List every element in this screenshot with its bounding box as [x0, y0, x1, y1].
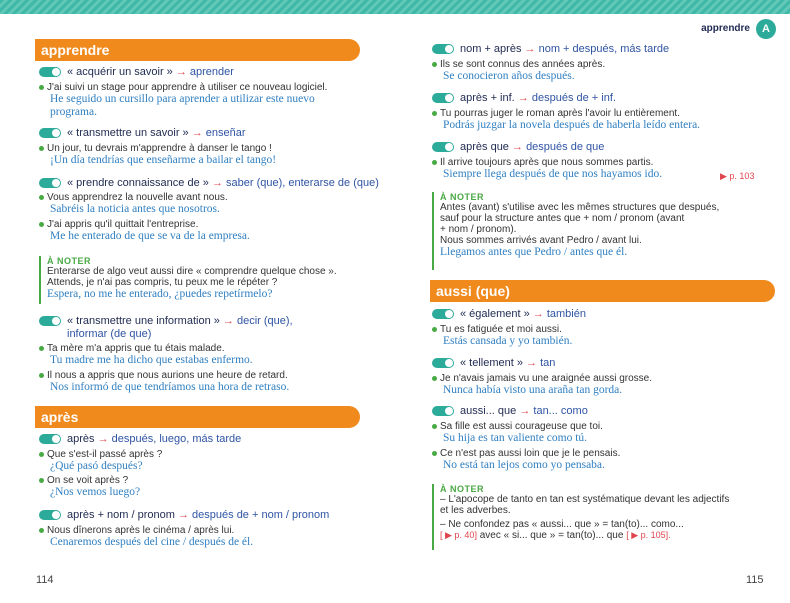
sense-line: après + inf. → después de + inf.: [432, 92, 616, 104]
example-es: programa.: [50, 106, 97, 118]
toggle-icon: [432, 358, 454, 368]
note-es: Espera, no me he enterado, ¿puedes repetírmelo?: [47, 288, 273, 300]
example-fr: Il arrive toujours après que nous sommes partis.: [432, 157, 653, 168]
example-es: Estás cansada y yo también.: [443, 335, 573, 347]
example-fr: Nous dînerons après le cinéma / après lui.: [39, 525, 234, 536]
note-label: À NOTER: [440, 192, 484, 202]
toggle-icon: [39, 510, 61, 520]
note-label: À NOTER: [47, 256, 91, 266]
note-text: – L'apocope de tanto en tan est systématique devant les adjectifs: [440, 494, 730, 505]
entry-header-aussi: aussi (que): [430, 280, 775, 302]
note-es: Llegamos antes que Pedro / antes que él.: [440, 246, 628, 258]
page-reference-link[interactable]: ▶ p. 103: [720, 171, 755, 181]
example-es: Nos informó de que tendríamos una hora de retraso.: [50, 381, 290, 393]
example-es: ¡Un día tendrías que enseñarme a bailar el tango!: [50, 154, 277, 166]
sense-line: « acquérir un savoir » → aprender: [39, 66, 234, 78]
example-fr: On se voit après ?: [39, 475, 128, 486]
note-text: [ ▶ p. 40] avec « si... que » = tan(to)... que [ ▶ p. 105].: [440, 530, 671, 541]
toggle-icon: [432, 406, 454, 416]
example-fr: Ta mère m'a appris que tu étais malade.: [39, 343, 225, 354]
example-fr: Que s'est-il passé après ?: [39, 449, 162, 460]
note-text: + nom / pronom).: [440, 224, 517, 235]
example-es: Sabréis la noticia antes que nosotros.: [50, 203, 220, 215]
entry-header-apres: après: [35, 406, 360, 428]
example-es: No está tan lejos como yo pensaba.: [443, 459, 605, 471]
toggle-icon: [432, 44, 454, 54]
example-fr: J'ai appris qu'il quittait l'entreprise.: [39, 219, 198, 230]
toggle-icon: [432, 309, 454, 319]
page-reference-link[interactable]: [ ▶ p. 105].: [626, 530, 671, 540]
decorative-top-band: [0, 0, 790, 14]
note-label: À NOTER: [440, 484, 484, 494]
sense-line: après + nom / pronom → después de + nom / pronom: [39, 509, 329, 521]
page-reference-link[interactable]: [ ▶ p. 40]: [440, 530, 477, 540]
note-text: – Ne confondez pas « aussi... que » = tan(to)... como...: [440, 519, 684, 530]
example-es: Su hija es tan valiente como tú.: [443, 432, 588, 444]
letter-tab: A: [756, 19, 776, 39]
arrow-icon: →: [175, 66, 187, 78]
running-head-word: apprendre: [701, 23, 750, 34]
note-text: Enterarse de algo veut aussi dire « comprendre quelque chose ».: [47, 266, 337, 277]
sense-line: après → después, luego, más tarde: [39, 433, 241, 445]
sense-line: « transmettre un savoir » → enseñar: [39, 127, 246, 139]
example-fr: J'ai suivi un stage pour apprendre à utiliser ce nouveau logiciel.: [39, 82, 327, 93]
sense-continuation: informar (de que): [67, 328, 152, 340]
example-fr: Sa fille est aussi courageuse que toi.: [432, 421, 603, 432]
note-box: [432, 484, 729, 550]
sense-line: « transmettre une information » → decir (que),: [39, 315, 293, 327]
example-fr: Il nous a appris que nous aurions une heure de retard.: [39, 370, 288, 381]
example-fr: Vous apprendrez la nouvelle avant nous.: [39, 192, 228, 203]
example-es: He seguido un cursillo para aprender a utilizar este nuevo: [50, 93, 315, 105]
example-es: Tu madre me ha dicho que estabas enfermo.: [50, 354, 253, 366]
note-text: Nous sommes arrivés avant Pedro / avant lui.: [440, 235, 642, 246]
example-fr: Tu pourras juger le roman après l'avoir lu entièrement.: [432, 108, 680, 119]
example-es: Cenaremos después del cine / después de él.: [50, 536, 254, 548]
sense-line: aussi... que → tan... como: [432, 405, 588, 417]
example-es: ¿Nos vemos luego?: [50, 486, 141, 498]
example-es: Me he enterado de que se va de la empresa.: [50, 230, 250, 242]
toggle-icon: [39, 128, 61, 138]
toggle-icon: [39, 434, 61, 444]
sense-line: après que → después de que: [432, 141, 604, 153]
note-text: Attends, je n'ai pas compris, tu peux me le répéter ?: [47, 277, 278, 288]
toggle-icon: [432, 93, 454, 103]
example-fr: Un jour, tu devrais m'apprendre à danser le tango !: [39, 143, 272, 154]
note-text: Antes (avant) s'utilise avec les mêmes structures que después,: [440, 202, 720, 213]
toggle-icon: [39, 67, 61, 77]
example-fr: Ce n'est pas aussi loin que je le pensais.: [432, 448, 620, 459]
example-es: Nunca había visto una araña tan gorda.: [443, 384, 623, 396]
note-text: et les adverbes.: [440, 505, 511, 516]
note-text: sauf pour la structure antes que + nom / pronom (avant: [440, 213, 685, 224]
example-es: Se conocieron años después.: [443, 70, 575, 82]
toggle-icon: [432, 142, 454, 152]
sense-line: « tellement » → tan: [432, 357, 555, 369]
sense-line: « prendre connaissance de » → saber (que), enterarse de (que): [39, 177, 379, 189]
note-box: [432, 192, 719, 270]
example-fr: Tu es fatiguée et moi aussi.: [432, 324, 562, 335]
sense-line: « également » → también: [432, 308, 586, 320]
example-es: Siempre llega después de que nos hayamos ido.: [443, 168, 663, 180]
toggle-icon: [39, 316, 61, 326]
example-fr: Je n'avais jamais vu une araignée aussi grosse.: [432, 373, 652, 384]
example-es: Podrás juzgar la novela después de haberla leído entera.: [443, 119, 701, 131]
note-box: [39, 256, 337, 304]
example-es: ¿Qué pasó después?: [50, 460, 143, 472]
page-number-right: 115: [746, 574, 764, 586]
example-fr: Ils se sont connus des années après.: [432, 59, 605, 70]
entry-header-apprendre: apprendre: [35, 39, 360, 61]
page-number-left: 114: [36, 574, 54, 586]
toggle-icon: [39, 178, 61, 188]
sense-line: nom + après → nom + después, más tarde: [432, 43, 669, 55]
